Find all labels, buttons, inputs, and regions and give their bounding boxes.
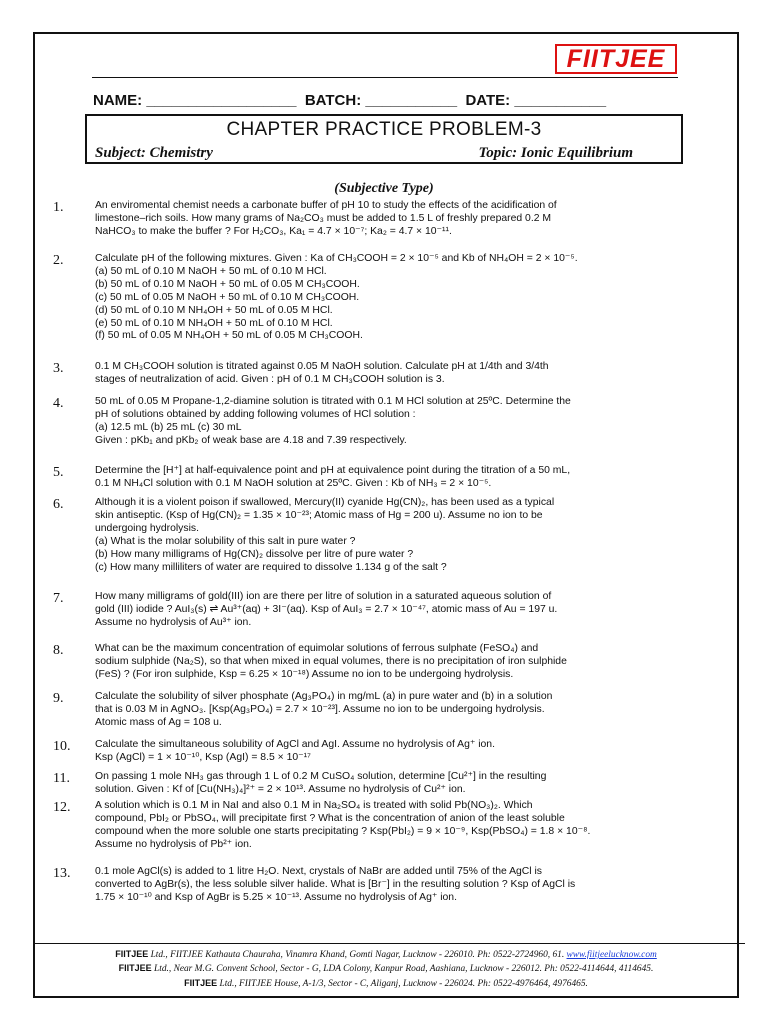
question-line: sodium sulphide (Na₂S), so that when mixed in equal volumes, there is no precipitation of iron sulphide [95, 655, 567, 667]
question-line: (b) 50 mL of 0.10 M NaOH + 50 mL of 0.05 M CH₃COOH. [95, 278, 360, 290]
question-text [95, 465, 700, 491]
footer [33, 948, 739, 991]
question-text [95, 771, 700, 797]
question-number: 12. [53, 800, 71, 815]
footer-rule [33, 943, 739, 944]
footer-line-1: FIITJEE Ltd., FIITJEE Kathauta Chauraha, Vinamra Khand, Gomti Nagar, Lucknow - 226010. Ph: 0522-2724960, 61. www.fiitjeelucknow.com [115, 949, 657, 960]
question-number: 1. [53, 200, 64, 215]
section-type-heading: (Subjective Type) [334, 181, 434, 196]
question-line: (c) 50 mL of 0.05 M NaOH + 50 mL of 0.10 M CH₃COOH. [95, 291, 360, 303]
question-text [95, 866, 700, 905]
question-line: solution. Given : Kf of [Cu(NH₃)₄]²⁺ = 2 × 10¹³. Assume no hydrolysis of Cu²⁺ ion. [95, 783, 466, 795]
question-line: that is 0.03 M in AgNO₃. [Ksp(Ag₃PO₄) = 2.7 × 10⁻²³]. Assume no ion to be undergoing hydrolysis. [95, 703, 545, 715]
question-line: undergoing hydrolysis. [95, 522, 199, 534]
question-line: Calculate pH of the following mixtures. Given : Ka of CH₃COOH = 2 × 10⁻⁵ and Kb of NH₄OH = 2 × 10⁻⁵. [95, 253, 578, 264]
topic-label: Topic: Ionic Equilibrium [478, 145, 633, 161]
question-number: 4. [53, 396, 64, 411]
question-line: gold (III) iodide ? AuI₃(s) ⇌ Au³⁺(aq) + 3I⁻(aq). Ksp of AuI₃ = 2.7 × 10⁻⁴⁷, atomic mass of Au = 197 u. [95, 603, 558, 615]
question-text [95, 396, 700, 448]
question-line: An enviromental chemist needs a carbonate buffer of pH 10 to study the effects of the acidification of [95, 200, 557, 211]
question-text [95, 200, 700, 239]
question-line: (a) 50 mL of 0.10 M NaOH + 50 mL of 0.10 M HCl. [95, 265, 327, 277]
question-number: 10. [53, 739, 71, 754]
question-line: NaHCO₃ to make the buffer ? For H₂CO₃, Ka₁ = 4.7 × 10⁻⁷; Ka₂ = 4.7 × 10⁻¹¹. [95, 225, 452, 237]
question-line: (f) 50 mL of 0.05 M NH₄OH + 50 mL of 0.05 M CH₃COOH. [95, 330, 363, 342]
question-line: 1.75 × 10⁻¹⁰ and Ksp of AgBr is 5.25 × 10⁻¹³. Assume no hydrolysis of Ag⁺ ion. [95, 891, 457, 903]
question-line: What can be the maximum concentration of equimolar solutions of ferrous sulphate (FeSO₄) and [95, 643, 539, 654]
question-line: (a) 12.5 mL (b) 25 mL (c) 30 mL [95, 421, 242, 433]
question-line: (a) What is the molar solubility of this salt in pure water ? [95, 535, 356, 547]
question-line: Given : pKb₁ and pKb₂ of weak base are 4.18 and 7.39 respectively. [95, 434, 407, 446]
question-line: How many milligrams of gold(III) ion are there per litre of solution in a saturated aqueous solution of [95, 591, 552, 602]
question-line: Calculate the solubility of silver phosphate (Ag₃PO₄) in mg/mL (a) in pure water and (b) in a solution [95, 691, 553, 702]
footer-line-3: FIITJEE Ltd., FIITJEE House, A-1/3, Sector - C, Aliganj, Lucknow - 226024. Ph: 0522-4976464, 4976465. [184, 977, 588, 989]
question-line: (FeS) ? (For iron sulphide, Ksp = 6.25 × 10⁻¹⁸) Assume no ion to be undergoing hydrolysis. [95, 668, 514, 680]
question-line: 0.1 mole AgCl(s) is added to 1 litre H₂O. Next, crystals of NaBr are added until 75% of the AgCl is [95, 866, 542, 877]
question-line: converted to AgBr(s), the less soluble silver halide. What is [Br⁻] in the resulting solution ? Ksp of AgCl is [95, 878, 576, 890]
question-number: 5. [53, 465, 64, 480]
header-rule [92, 77, 678, 78]
question-line: Ksp (AgCl) = 1 × 10⁻¹⁰, Ksp (AgI) = 8.5 × 10⁻¹⁷ [95, 751, 311, 763]
page-title: CHAPTER PRACTICE PROBLEM-3 [226, 119, 542, 140]
question-line: (b) How many milligrams of Hg(CN)₂ dissolve per litre of pure water ? [95, 548, 414, 560]
name-batch-date-row: NAME: __________________ BATCH: ___________ DATE: ___________ [93, 92, 607, 109]
fiitjee-logo: FIITJEE [555, 44, 677, 74]
question-line: Although it is a violent poison if swallowed, Mercury(II) cyanide Hg(CN)₂, has been used as a typical [95, 497, 555, 508]
question-number: 9. [53, 691, 64, 706]
question-line: Calculate the simultaneous solubility of AgCl and AgI. Assume no hydrolysis of Ag⁺ ion. [95, 739, 495, 750]
footer-line-2: FIITJEE Ltd., Near M.G. Convent School, Sector - G, LDA Colony, Kanpur Road, Aashiana, Lucknow - 226012. Ph: 0522-4114644, 4114645. [118, 963, 654, 975]
question-number: 3. [53, 361, 64, 376]
question-line: compound, PbI₂ or PbSO₄, will precipitate first ? What is the concentration of anion of the least soluble [95, 812, 565, 824]
question-number: 13. [53, 866, 71, 881]
question-text [95, 739, 700, 765]
question-text [95, 591, 700, 630]
question-text [95, 691, 700, 730]
question-number: 11. [53, 771, 70, 786]
question-line: (c) How many milliliters of water are required to dissolve 1.134 g of the salt ? [95, 561, 447, 573]
question-line: Determine the [H⁺] at half-equivalence point and pH at equivalence point during the titration of a 50 mL, [95, 465, 571, 476]
question-number: 8. [53, 643, 64, 658]
question-line: 0.1 M NH₄Cl solution with 0.1 M NaOH solution at 25ºC. Given : Kb of NH₃ = 2 × 10⁻⁵. [95, 477, 492, 489]
title-box [85, 114, 683, 164]
question-line: limestone–rich soils. How many grams of Na₂CO₃ must be added to 1.5 L of freshly prepared 0.2 M [95, 212, 552, 224]
question-line: skin antiseptic. (Ksp of Hg(CN)₂ = 1.35 × 10⁻²³; Atomic mass of Hg = 200 u). Assume no ion to be [95, 509, 543, 521]
question-line: Assume no hydrolysis of Pb²⁺ ion. [95, 838, 252, 850]
question-number: 2. [53, 253, 64, 268]
question-line: (d) 50 mL of 0.10 M NH₄OH + 50 mL of 0.05 M HCl. [95, 304, 333, 316]
question-text [95, 253, 700, 343]
website-link[interactable]: www.fiitjeelucknow.com [566, 950, 657, 960]
question-line: 0.1 M CH₃COOH solution is titrated against 0.05 M NaOH solution. Calculate pH at 1/4th and 3/4th [95, 361, 549, 372]
question-text [95, 643, 700, 682]
question-number: 6. [53, 497, 64, 512]
question-line: pH of solutions obtained by adding following volumes of HCl solution : [95, 408, 416, 420]
question-text [95, 361, 700, 387]
question-line: Assume no hydrolysis of Au³⁺ ion. [95, 616, 252, 628]
question-line: 50 mL of 0.05 M Propane-1,2-diamine solution is titrated with 0.1 M HCl solution at 25ºC. Determine the [95, 396, 571, 407]
question-line: stages of neutralization of acid. Given : pH of 0.1 M CH₃COOH solution is 3. [95, 373, 445, 385]
question-text [95, 800, 700, 852]
question-line: Atomic mass of Ag = 108 u. [95, 716, 222, 728]
subject-label: Subject: Chemistry [95, 145, 213, 161]
question-number: 7. [53, 591, 64, 606]
question-line: compound when the more soluble one starts precipitating ? Ksp(PbI₂) = 9 × 10⁻⁹, Ksp(PbSO₄) = 1.8 × 10⁻⁸. [95, 825, 591, 837]
question-line: On passing 1 mole NH₃ gas through 1 L of 0.2 M CuSO₄ solution, determine [Cu²⁺] in the resulting [95, 771, 547, 782]
question-text [95, 497, 700, 574]
question-line: (e) 50 mL of 0.10 M NH₄OH + 50 mL of 0.10 M HCl. [95, 317, 333, 329]
footer-rule-tick [739, 943, 745, 944]
question-line: A solution which is 0.1 M in NaI and also 0.1 M in Na₂SO₄ is treated with solid Pb(NO₃)₂. Which [95, 800, 533, 811]
